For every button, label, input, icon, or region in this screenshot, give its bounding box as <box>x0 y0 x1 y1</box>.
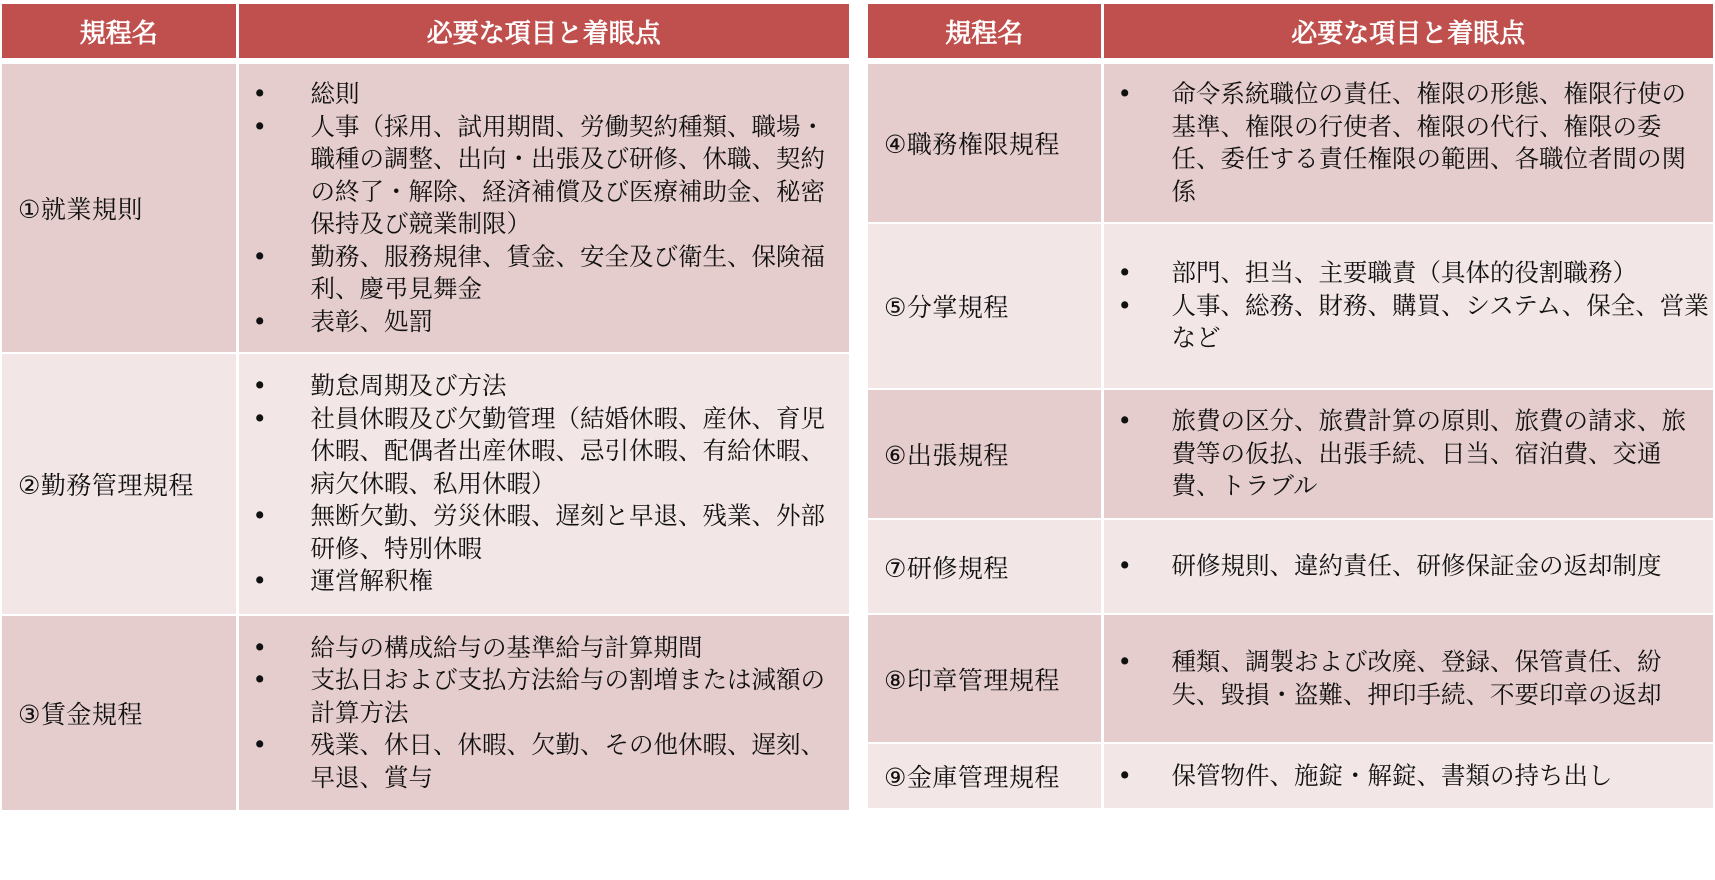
list-item: • 残業、休日、休暇、欠勤、その他休暇、遅刻、早退、賞与 <box>239 729 850 794</box>
regulation-items <box>237 615 849 810</box>
header-name: 規程名 <box>2 4 237 61</box>
list-item: • 命令系統職位の責任、権限の形態、権限行使の基準、権限の行使者、権限の代行、権限の委任、委任する責任権限の範囲、各職位者間の関係 <box>1104 78 1714 208</box>
list-item: • 総則 <box>239 78 850 111</box>
table-row <box>868 519 1713 614</box>
regulation-name: ⑦研修規程 <box>868 519 1102 614</box>
list-item: • 支払日および支払方法給与の割増または減額の計算方法 <box>239 664 850 729</box>
regulation-name: ⑤分掌規程 <box>868 223 1102 389</box>
regulation-items <box>1102 743 1713 808</box>
header-items: 必要な項目と着眼点 <box>1102 4 1713 61</box>
list-item: • 保管物件、施錠・解錠、書類の持ち出し <box>1104 760 1714 793</box>
regulations-table-right <box>868 4 1713 808</box>
table-row <box>868 223 1713 389</box>
regulation-items <box>237 353 849 615</box>
table-row <box>868 743 1713 808</box>
list-item: • 社員休暇及び欠勤管理（結婚休暇、産休、育児休暇、配偶者出産休暇、忌引休暇、有給休暇、病欠休暇、私用休暇） <box>239 403 850 501</box>
table-row <box>868 389 1713 519</box>
list-item: • 勤務、服務規律、賃金、安全及び衛生、保険福利、慶弔見舞金 <box>239 241 850 306</box>
regulation-name: ①就業規則 <box>2 61 237 353</box>
regulation-items <box>237 61 849 353</box>
table-row <box>868 614 1713 743</box>
regulation-items <box>1102 614 1713 743</box>
regulation-name: ⑥出張規程 <box>868 389 1102 519</box>
list-item: • 研修規則、違約責任、研修保証金の返却制度 <box>1104 550 1714 583</box>
header-row <box>868 4 1713 61</box>
list-item: • 人事、総務、財務、購買、システム、保全、営業など <box>1104 290 1714 355</box>
list-item: • 無断欠勤、労災休暇、遅刻と早退、残業、外部研修、特別休暇 <box>239 500 850 565</box>
table-row <box>2 615 849 810</box>
table-row <box>2 61 849 353</box>
header-row <box>2 4 849 61</box>
list-item: • 給与の構成給与の基準給与計算期間 <box>239 632 850 665</box>
list-item: • 運営解釈権 <box>239 565 850 598</box>
regulation-name: ⑧印章管理規程 <box>868 614 1102 743</box>
table-row <box>868 61 1713 223</box>
regulation-items <box>1102 223 1713 389</box>
list-item: • 旅費の区分、旅費計算の原則、旅費の請求、旅費等の仮払、出張手続、日当、宿泊費、交通費、トラブル <box>1104 405 1714 503</box>
regulations-table-left <box>2 4 849 810</box>
regulation-name: ③賃金規程 <box>2 615 237 810</box>
table-row <box>2 353 849 615</box>
regulation-name: ②勤務管理規程 <box>2 353 237 615</box>
regulation-items <box>1102 519 1713 614</box>
regulation-name: ⑨金庫管理規程 <box>868 743 1102 808</box>
list-item: • 人事（採用、試用期間、労働契約種類、職場・職種の調整、出向・出張及び研修、休職、契約の終了・解除、経済補償及び医療補助金、秘密保持及び競業制限） <box>239 111 850 241</box>
list-item: • 勤怠周期及び方法 <box>239 370 850 403</box>
header-items: 必要な項目と着眼点 <box>237 4 849 61</box>
regulation-items <box>1102 389 1713 519</box>
list-item: • 種類、調製および改廃、登録、保管責任、紛失、毀損・盗難、押印手続、不要印章の返却 <box>1104 646 1714 711</box>
header-name: 規程名 <box>868 4 1102 61</box>
list-item: • 表彰、処罰 <box>239 306 850 339</box>
list-item: • 部門、担当、主要職責（具体的役割職務） <box>1104 257 1714 290</box>
regulation-name: ④職務権限規程 <box>868 61 1102 223</box>
regulation-items <box>1102 61 1713 223</box>
